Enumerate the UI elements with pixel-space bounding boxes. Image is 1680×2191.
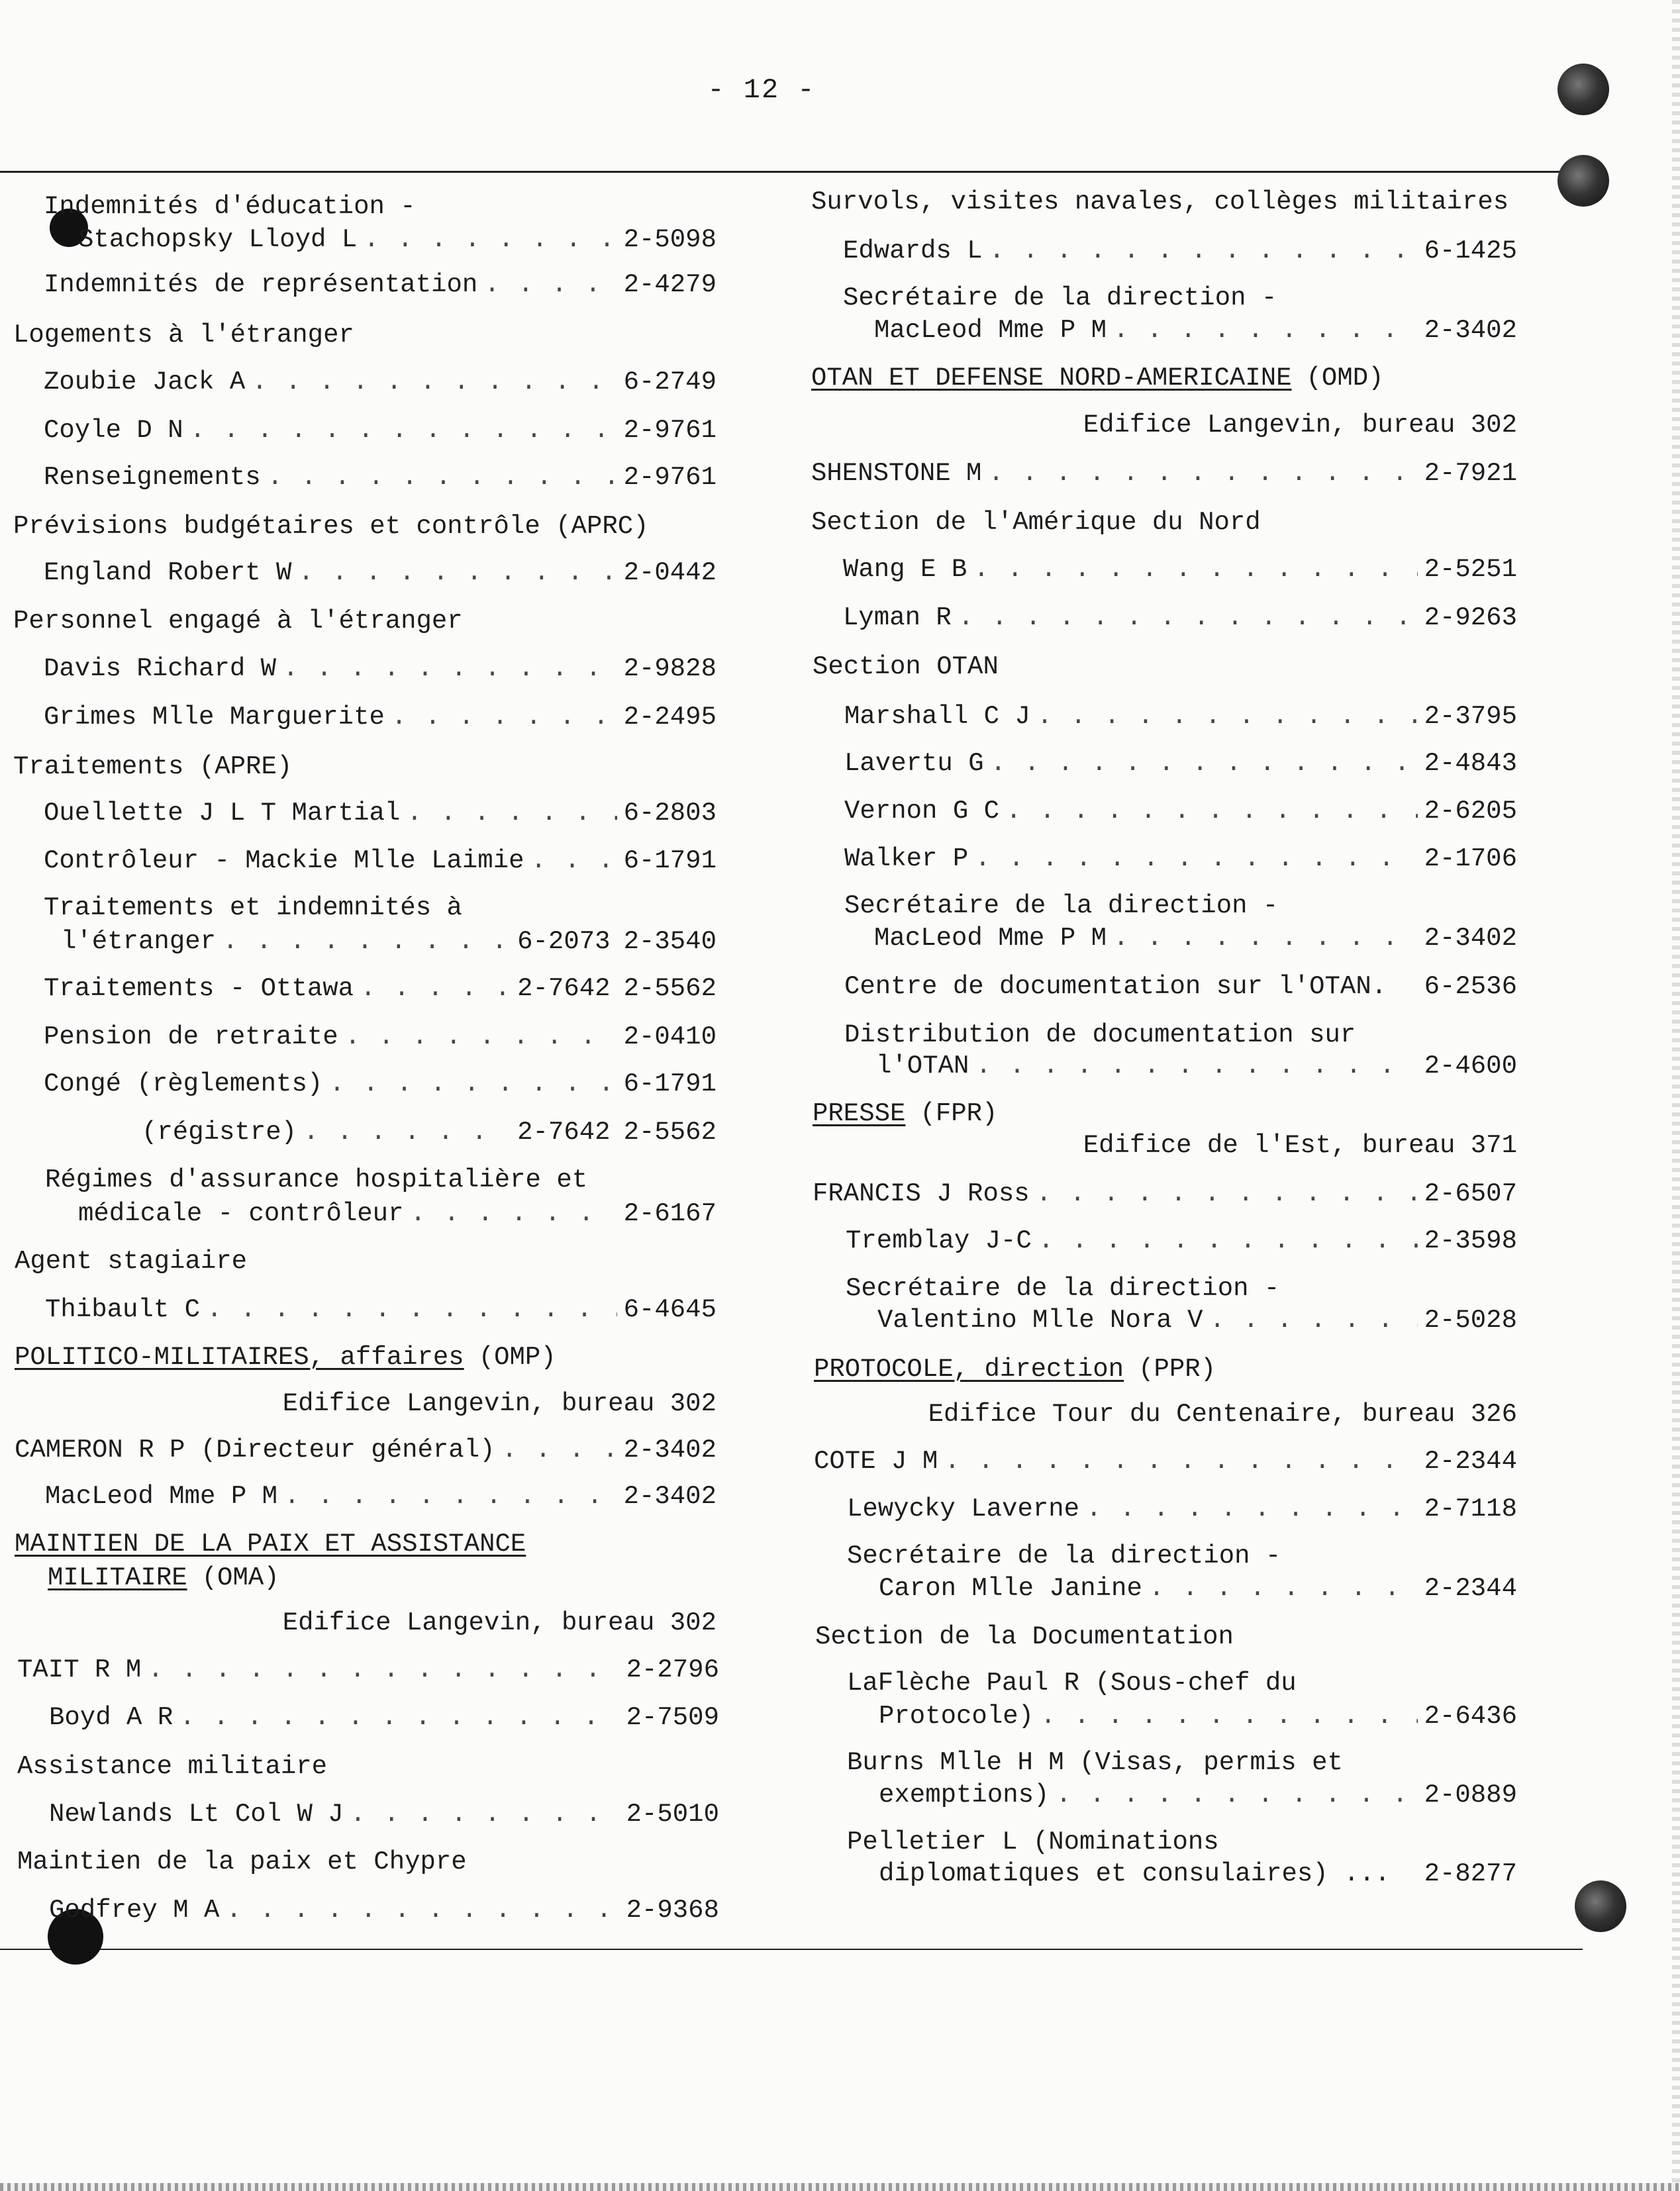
page-edge <box>1672 0 1680 2191</box>
entry: Secrétaire de la direction - <box>846 1274 1280 1303</box>
entry: Valentino Mlle Nora V . . . 2-5028 <box>877 1304 1517 1337</box>
bottom-rule <box>0 1949 1583 1950</box>
entry: Distribution de documentation sur <box>844 1020 1356 1049</box>
location: Edifice Langevin, bureau 302 <box>1083 411 1517 440</box>
entry: Zoubie Jack A . . . 6-2749 <box>44 365 716 399</box>
entry: Stachopsky Lloyd L . . . 2-5098 <box>78 223 716 256</box>
entry: Coyle D N . . . 2-9761 <box>44 414 716 447</box>
section-subheading: Section OTAN <box>813 652 999 681</box>
entry: FRANCIS J Ross . . . 2-6507 <box>813 1177 1517 1210</box>
entry: diplomatiques et consulaires) ... 2-8277 <box>879 1859 1517 1888</box>
entry: Newlands Lt Col W J . . . 2-5010 <box>49 1798 719 1831</box>
entry: Godfrey M A . . . 2-9368 <box>49 1894 719 1927</box>
location: Edifice Langevin, bureau 302 <box>282 1389 716 1418</box>
entry: Traitements et indemnités à <box>44 893 462 922</box>
section-subheading: Traitements (APRE) <box>13 752 293 781</box>
section-subheading: Section de la Documentation <box>815 1622 1234 1651</box>
entry: Indemnités de représentation . . . 2-4279 <box>44 268 716 301</box>
entry: Centre de documentation sur l'OTAN. 6-2536 <box>844 972 1517 1001</box>
entry: Wang E B . . . 2-5251 <box>843 553 1517 586</box>
entry: Renseignements . . . 2-9761 <box>44 461 716 494</box>
section-subheading: Maintien de la paix et Chypre <box>17 1847 467 1876</box>
entry: exemptions) . . . 2-0889 <box>879 1778 1517 1812</box>
entry: Pension de retraite . . . 2-0410 <box>44 1020 716 1053</box>
entry: Lyman R . . . 2-9263 <box>843 601 1517 634</box>
entry: Traitements - Ottawa . . . 2-7642 2-5562 <box>44 972 716 1005</box>
section-heading: MAINTIEN DE LA PAIX ET ASSISTANCE <box>15 1530 526 1559</box>
section-heading: POLITICO-MILITAIRES, affaires (OMP) <box>15 1343 556 1372</box>
section-heading: MILITAIRE (OMA) <box>48 1563 279 1592</box>
page-number: - 12 - <box>707 74 816 106</box>
entry: Ouellette J L T Martial . . . 6-2803 <box>44 797 716 830</box>
entry: MacLeod Mme P M . . . 2-3402 <box>874 922 1517 955</box>
entry: MacLeod Mme P M . . . 2-3402 <box>45 1480 716 1513</box>
entry: l'étranger . . . 6-2073 2-3540 <box>61 925 716 958</box>
entry: SHENSTONE M . . . 2-7921 <box>811 457 1517 490</box>
entry: Grimes Mlle Marguerite . . . 2-2495 <box>44 701 716 734</box>
entry: Lavertu G . . . 2-4843 <box>844 747 1517 780</box>
location: Edifice Tour du Centenaire, bureau 326 <box>928 1400 1517 1429</box>
section-subheading: Personnel engagé à l'étranger <box>13 607 463 636</box>
entry: Pelletier L (Nominations <box>847 1827 1219 1857</box>
section-subheading: Survols, visites navales, collèges militaires <box>811 187 1509 217</box>
section-subheading: Indemnités d'éducation - <box>44 192 416 221</box>
entry: COTE J M . . . 2-2344 <box>814 1445 1517 1478</box>
entry: Secrétaire de la direction - <box>847 1541 1281 1571</box>
binder-hole-icon <box>1557 155 1609 207</box>
entry: LaFlèche Paul R (Sous-chef du <box>847 1669 1297 1698</box>
entry: Caron Mlle Janine . . . 2-2344 <box>879 1572 1517 1605</box>
entry: Vernon G C . . . 2-6205 <box>844 795 1517 828</box>
section-heading: PRESSE (FPR) <box>813 1099 998 1128</box>
location: Edifice de l'Est, bureau 371 <box>1083 1131 1517 1160</box>
top-rule <box>0 171 1563 173</box>
entry: Lewycky Laverne . . . 2-7118 <box>847 1492 1517 1526</box>
entry: (régistre) . . . 2-7642 2-5562 <box>142 1116 716 1149</box>
entry: Thibault C . . . 6-4645 <box>45 1293 716 1326</box>
entry: Secrétaire de la direction - <box>843 283 1277 313</box>
entry: Contrôleur - Mackie Mlle Laimie . . . 6-1791 <box>44 844 716 877</box>
binder-hole-icon <box>1575 1880 1626 1932</box>
section-subheading: Prévisions budgétaires et contrôle (APRC) <box>13 512 649 541</box>
entry: TAIT R M . . . 2-2796 <box>17 1653 719 1686</box>
entry: CAMERON R P (Directeur général) . . . 2-3402 <box>15 1434 716 1467</box>
entry: Protocole) . . . 2-6436 <box>879 1700 1517 1733</box>
location: Edifice Langevin, bureau 302 <box>282 1608 716 1637</box>
entry: médicale - contrôleur . . . 2-6167 <box>78 1197 716 1230</box>
entry: Secrétaire de la direction - <box>844 891 1279 920</box>
page-edge <box>0 2183 1680 2191</box>
section-subheading: Section de l'Amérique du Nord <box>811 508 1261 537</box>
section-heading: OTAN ET DEFENSE NORD-AMERICAINE (OMD) <box>811 364 1384 393</box>
entry: Marshall C J . . . 2-3795 <box>844 700 1517 733</box>
entry: Régimes d'assurance hospitalière et <box>45 1165 588 1194</box>
section-subheading: Agent stagiaire <box>15 1247 248 1276</box>
section-subheading: Logements à l'étranger <box>13 320 354 350</box>
entry: Tremblay J-C . . . 2-3598 <box>846 1224 1517 1257</box>
entry: Burns Mlle H M (Visas, permis et <box>847 1748 1343 1777</box>
section-heading: PROTOCOLE, direction (PPR) <box>814 1355 1216 1384</box>
entry: l'OTAN . . . 2-4600 <box>876 1049 1517 1083</box>
binder-hole-icon <box>1557 64 1609 115</box>
section-subheading: Assistance militaire <box>17 1752 328 1781</box>
entry: Edwards L . . . 6-1425 <box>843 234 1517 268</box>
entry: Walker P . . . 2-1706 <box>844 842 1517 875</box>
entry: Davis Richard W . . . 2-9828 <box>44 652 716 685</box>
entry: MacLeod Mme P M . . . 2-3402 <box>874 314 1517 347</box>
entry: England Robert W . . . 2-0442 <box>44 556 716 589</box>
entry: Congé (règlements) . . . 6-1791 <box>44 1067 716 1100</box>
entry: Boyd A R . . . 2-7509 <box>49 1701 719 1734</box>
